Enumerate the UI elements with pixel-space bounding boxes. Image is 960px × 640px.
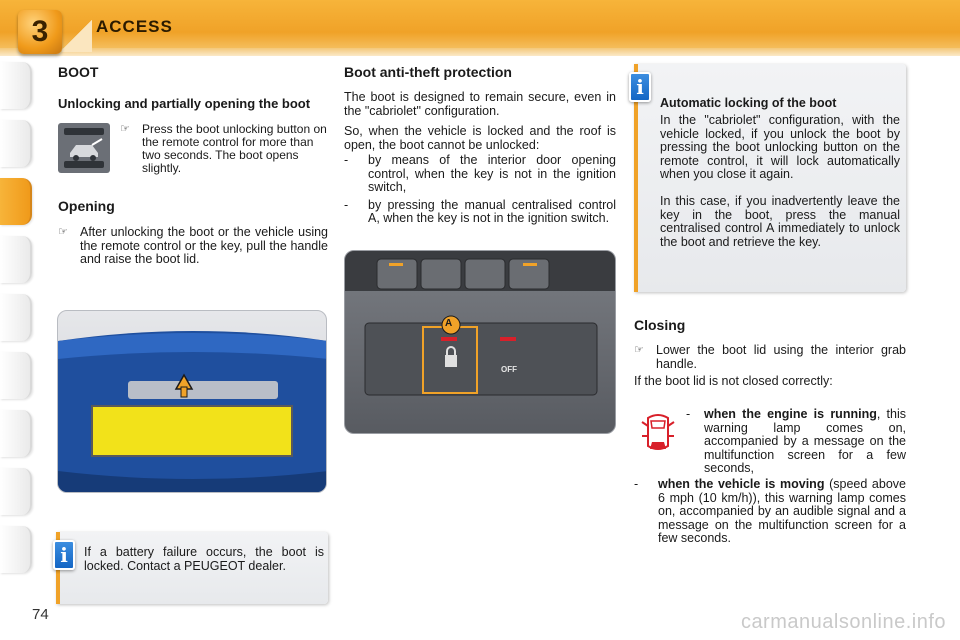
chapter-tab-4[interactable] bbox=[0, 236, 32, 283]
closing-engine-running-text bbox=[704, 408, 906, 476]
closing-vehicle-moving-text bbox=[658, 478, 906, 546]
battery-info-text: If a battery failure occurs, the boot is locked. Contact a PEUGEOT dealer. bbox=[84, 545, 324, 573]
column-anti-theft: Boot anti-theft protection The boot is designed to remain secure, even in the "cabriolet" configuration. So, when the vehicle is locked and the roof is open, the boot cannot be unlocked: - by means of the interior door opening control, when the key is not in the ignition switch, - by pressing the manual centralised control A, when the key is not in the ignition switch. bbox=[344, 64, 616, 225]
closing-section bbox=[634, 318, 906, 389]
anti-theft-item-1: by means of the interior door opening control, when the key is not in the ignition switch, bbox=[368, 153, 616, 194]
info-icon: i bbox=[53, 540, 75, 570]
anti-theft-item-2: by pressing the manual centralised control A, when the key is not in the ignition switch. bbox=[368, 197, 616, 225]
chapter-tab-3-active[interactable] bbox=[0, 178, 32, 225]
info-box-battery bbox=[56, 532, 328, 604]
chapter-tab-5[interactable] bbox=[0, 294, 32, 341]
info-icon: i bbox=[629, 72, 651, 102]
closing-item-engine-running: - when the engine is running, this warning lamp comes on, accompanied by a message on the multifunction screen for a few seconds, bbox=[686, 407, 906, 475]
chapter-tabs bbox=[0, 62, 32, 584]
watermark: carmanualsonline.info bbox=[740, 611, 946, 633]
finger-bullet-icon: ☞ bbox=[634, 344, 644, 356]
opening-title: Opening bbox=[58, 198, 115, 214]
auto-lock-para2: In this case, if you inadvertently leave the key in the boot, press the manual centralised control A immediately to unlock the boot and retrieve the key. bbox=[660, 194, 900, 249]
boot-lid-illustration bbox=[57, 310, 327, 493]
section-title-boot: BOOT bbox=[58, 64, 99, 80]
closing-intro: If the boot lid is not closed correctly: bbox=[634, 374, 833, 388]
vehicle-moving-bold: when the vehicle is moving bbox=[658, 477, 825, 491]
anti-theft-title: Boot anti-theft protection bbox=[344, 64, 512, 80]
closing-bullet: Lower the boot lid using the interior grab handle. bbox=[656, 343, 906, 371]
unlocking-text: Press the boot unlocking button on the remote control for more than two seconds. The boot opens slightly. bbox=[142, 122, 327, 175]
auto-lock-title: Automatic locking of the boot bbox=[660, 96, 837, 110]
anti-theft-para1: The boot is designed to remain secure, even in the "cabriolet" configuration. bbox=[344, 90, 616, 118]
info-box-automatic-locking bbox=[634, 64, 906, 292]
closing-title: Closing bbox=[634, 317, 686, 333]
console-label-a: A bbox=[445, 318, 453, 329]
column-boot bbox=[58, 62, 328, 267]
boot-open-warning-icon bbox=[640, 412, 676, 452]
vehicle-moving-text: (speed above 6 mph (10 km/h)), this warning lamp comes on, accompanied by an audible signal and a message on the multifunction screen for a few seconds. bbox=[658, 477, 906, 545]
chapter-tab-2[interactable] bbox=[0, 120, 32, 167]
chapter-tab-1[interactable] bbox=[0, 62, 32, 109]
header-shadow-strip bbox=[0, 48, 960, 56]
anti-theft-para2: So, when the vehicle is locked and the roof is open, the boot cannot be unlocked: bbox=[344, 124, 616, 152]
closing-item-vehicle-moving: - when the vehicle is moving (speed above 6 mph (10 km/h)), this warning lamp comes on, accompanied by an audible signal and a message on the multifunction screen for a few seconds. bbox=[634, 477, 906, 545]
centralised-control-illustration bbox=[344, 250, 616, 434]
header-notch bbox=[62, 18, 92, 52]
car-boot-unlock-icon bbox=[58, 123, 110, 173]
opening-text: After unlocking the boot or the vehicle using the remote control or the key, pull the handle and raise the boot lid. bbox=[80, 225, 328, 266]
chapter-tab-9[interactable] bbox=[0, 526, 32, 573]
engine-running-text: , this warning lamp comes on, accompanied by a message on the multifunction screen for a few seconds, bbox=[704, 407, 906, 475]
page-number: 74 bbox=[32, 606, 49, 623]
chapter-number-badge: 3 bbox=[18, 10, 62, 54]
engine-running-bold: when the engine is running bbox=[704, 407, 877, 421]
finger-bullet-icon: ☞ bbox=[58, 226, 68, 238]
finger-bullet-icon: ☞ bbox=[120, 123, 130, 135]
chapter-tab-6[interactable] bbox=[0, 352, 32, 399]
chapter-tab-7[interactable] bbox=[0, 410, 32, 457]
unlocking-title: Unlocking and partially opening the boot bbox=[58, 96, 311, 111]
auto-lock-para1: In the "cabriolet" configuration, with the vehicle locked, if you unlock the boot by pressing the boot unlocking button on the remote control, it will lock automatically when you close it again. bbox=[660, 113, 900, 181]
console-off-label: OFF bbox=[501, 365, 517, 374]
chapter-tab-8[interactable] bbox=[0, 468, 32, 515]
chapter-title: ACCESS bbox=[96, 17, 173, 36]
